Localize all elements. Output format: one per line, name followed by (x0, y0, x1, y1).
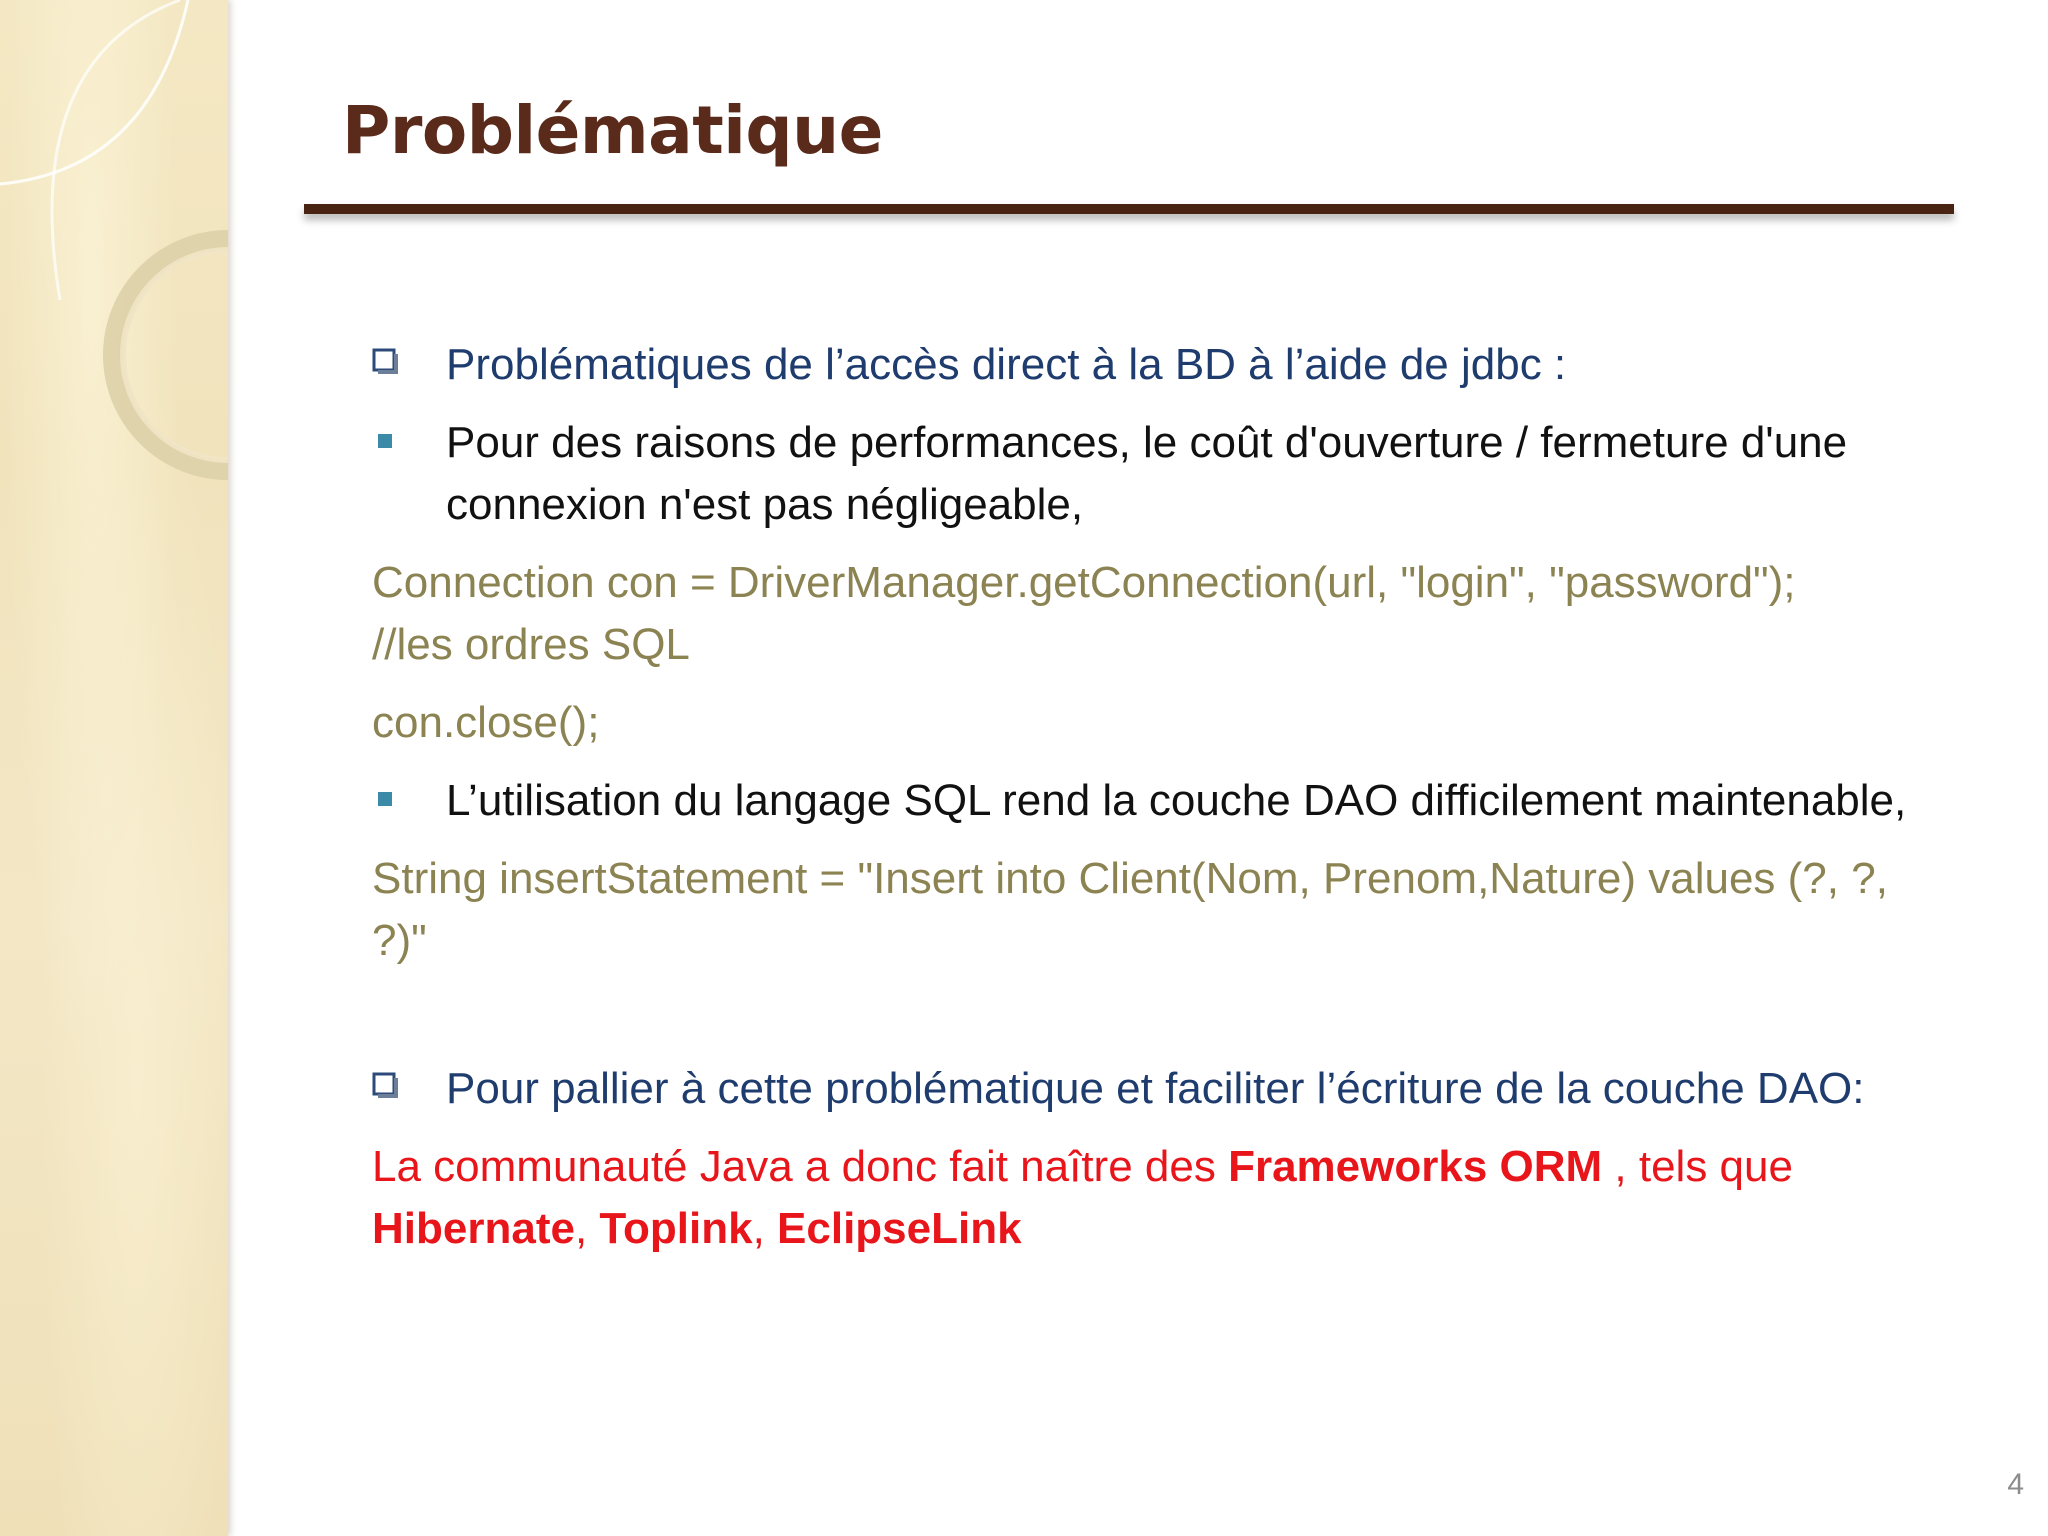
checkbox-bullet-icon (372, 348, 400, 376)
decorative-rings (0, 0, 228, 520)
code-line-connection (372, 552, 1972, 676)
code-connection-text: Connection con = DriverManager.getConnection(url, "login", "password"); (372, 558, 1796, 607)
code-close-text: con.close(); (372, 698, 600, 747)
section2-heading: Pour pallier à cette problématique et faciliter l’écriture de la couche DAO: (446, 1064, 1865, 1113)
page-number: 4 (2007, 1468, 2024, 1501)
slide-title: Problématique (342, 92, 883, 169)
code-insert-text: String insertStatement = "Insert into Client(Nom, Prenom,Nature) values (?, ?, ?)" (372, 854, 1888, 965)
bullet-item-sql (372, 770, 1972, 832)
checkbox-bullet-icon (372, 1072, 400, 1100)
separator-text: , (574, 1204, 600, 1253)
bullet-performance-text: Pour des raisons de performances, le coût d'ouverture / fermeture d'une connexion n'est pas négligeable, (446, 418, 1848, 529)
square-bullet-icon (378, 434, 392, 448)
toplink-label: Toplink (599, 1204, 753, 1253)
orm-frameworks-statement (372, 1136, 1932, 1260)
section1-heading-item (372, 334, 1972, 396)
code-comment-text: //les ordres SQL (372, 620, 690, 669)
code-line-insert (372, 848, 1892, 972)
title-divider (304, 204, 1954, 214)
eclipselink-label: EclipseLink (777, 1204, 1022, 1253)
section1-heading: Problématiques de l’accès direct à la BD à l’aide de jdbc : (446, 340, 1567, 389)
separator-text: , (752, 1204, 778, 1253)
orm-frameworks-label: Frameworks ORM (1228, 1142, 1603, 1191)
code-line-close (372, 692, 1972, 754)
square-bullet-icon (378, 792, 392, 806)
decorative-side-panel (0, 0, 228, 1536)
bullet-sql-text: L’utilisation du langage SQL rend la couche DAO difficilement maintenable, (446, 776, 1907, 825)
orm-middle-text: , tels que (1602, 1142, 1793, 1191)
orm-intro-text: La communauté Java a donc fait naître des (372, 1142, 1229, 1191)
slide-content (372, 334, 1972, 1260)
bullet-item-performance (372, 412, 1972, 536)
section2-heading-item (372, 1058, 1972, 1120)
hibernate-label: Hibernate (372, 1204, 575, 1253)
